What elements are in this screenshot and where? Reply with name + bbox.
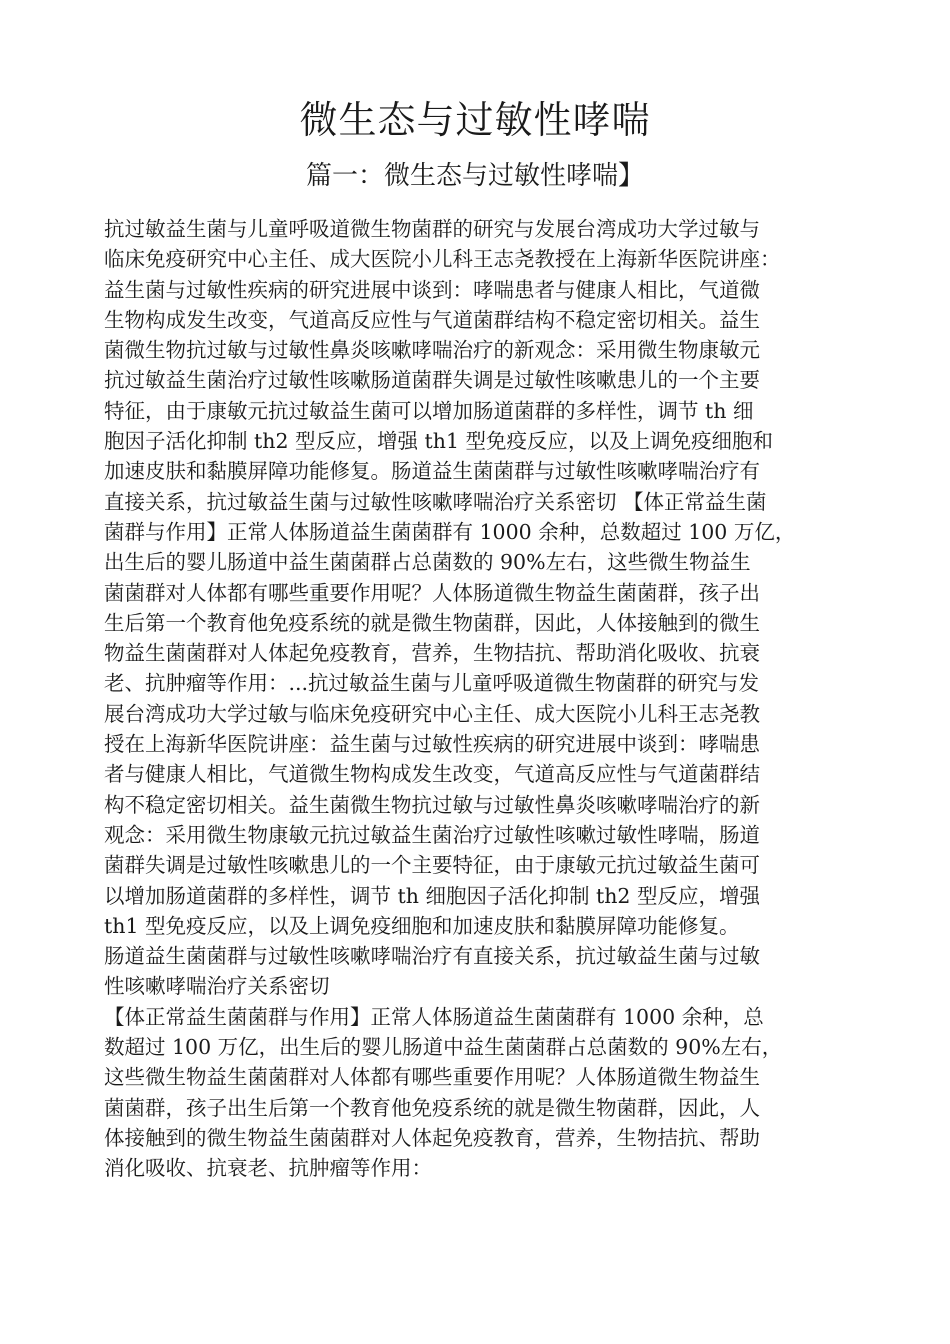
document-subtitle: 篇一：微生态与过敏性哮喘】	[305, 161, 644, 191]
text-line: 【体正常益生菌菌群与作用】正常人体肠道益生菌菌群有 1000 余种，总	[104, 1004, 764, 1029]
text-line: 这些微生物益生菌菌群对人体都有哪些重要作用呢？人体肠道微生物益生	[104, 1065, 760, 1090]
text-line: 肠道益生菌菌群与过敏性咳嗽哮喘治疗有直接关系，抗过敏益生菌与过敏	[104, 944, 760, 969]
text-line: 消化吸收、抗衰老、抗肿瘤等作用：	[104, 1156, 432, 1181]
text-line: 物益生菌菌群对人体起免疫教育，营养，生物拮抗、帮助消化吸收、抗衰	[104, 641, 760, 666]
text-line: 菌微生物抗过敏与过敏性鼻炎咳嗽哮喘治疗的新观念：采用微生物康敏元	[104, 338, 760, 363]
text-line: 授在上海新华医院讲座：益生菌与过敏性疾病的研究进展中谈到：哮喘患	[104, 732, 760, 757]
text-line: 特征，由于康敏元抗过敏益生菌可以增加肠道菌群的多样性，调节 th 细	[104, 398, 754, 423]
text-line: 菌群与作用】正常人体肠道益生菌菌群有 1000 余种，总数超过 100 万亿，	[104, 519, 796, 544]
text-line: 观念：采用微生物康敏元抗过敏益生菌治疗过敏性咳嗽过敏性哮喘，肠道	[104, 822, 760, 847]
body-text	[104, 214, 856, 1184]
text-line: 菌群失调是过敏性咳嗽患儿的一个主要特征，由于康敏元抗过敏益生菌可	[104, 853, 760, 878]
text-line: 构不稳定密切相关。益生菌微生物抗过敏与过敏性鼻炎咳嗽哮喘治疗的新	[104, 792, 760, 817]
text-line: 以增加肠道菌群的多样性，调节 th 细胞因子活化抑制 th2 型反应，增强	[104, 883, 760, 908]
text-line: 生物构成发生改变，气道高反应性与气道菌群结构不稳定密切相关。益生	[104, 307, 760, 332]
text-line: 抗过敏益生菌与儿童呼吸道微生物菌群的研究与发展台湾成功大学过敏与	[104, 217, 760, 241]
text-line: th1 型免疫反应，以及上调免疫细胞和加速皮肤和黏膜屏障功能修复。	[104, 913, 740, 938]
text-line: 者与健康人相比，气道微生物构成发生改变，气道高反应性与气道菌群结	[104, 762, 760, 787]
text-line: 菌菌群对人体都有哪些重要作用呢？人体肠道微生物益生菌菌群，孩子出	[104, 580, 760, 605]
text-line: 数超过 100 万亿，出生后的婴儿肠道中益生菌菌群占总菌数的 90%左右，	[104, 1035, 783, 1060]
text-line: 生后第一个教育他免疫系统的就是微生物菌群，因此，人体接触到的微生	[104, 610, 760, 635]
text-line: 抗过敏益生菌治疗过敏性咳嗽肠道菌群失调是过敏性咳嗽患儿的一个主要	[104, 368, 760, 393]
text-line: 体接触到的微生物益生菌菌群对人体起免疫教育，营养，生物拮抗、帮助	[104, 1125, 760, 1150]
document-title: 微生态与过敏性哮喘	[299, 98, 651, 142]
text-line: 展台湾成功大学过敏与临床免疫研究中心主任、成大医院小儿科王志尧教	[104, 701, 760, 726]
text-line: 老、抗肿瘤等作用：...抗过敏益生菌与儿童呼吸道微生物菌群的研究与发	[104, 671, 760, 696]
text-line: 临床免疫研究中心主任、成大医院小儿科王志尧教授在上海新华医院讲座：	[104, 247, 781, 272]
text-line: 直接关系，抗过敏益生菌与过敏性咳嗽哮喘治疗关系密切 【体正常益生菌	[104, 489, 767, 514]
text-line: 出生后的婴儿肠道中益生菌菌群占总菌数的 90%左右，这些微生物益生	[104, 550, 751, 575]
text-line: 益生菌与过敏性疾病的研究进展中谈到：哮喘患者与健康人相比，气道微	[104, 277, 760, 302]
text-line: 菌菌群，孩子出生后第一个教育他免疫系统的就是微生物菌群，因此，人	[104, 1095, 760, 1120]
text-line: 性咳嗽哮喘治疗关系密切	[104, 974, 330, 999]
text-line: 加速皮肤和黏膜屏障功能修复。肠道益生菌菌群与过敏性咳嗽哮喘治疗有	[104, 459, 760, 484]
text-line: 胞因子活化抑制 th2 型反应，增强 th1 型免疫反应，以及上调免疫细胞和	[104, 429, 774, 454]
